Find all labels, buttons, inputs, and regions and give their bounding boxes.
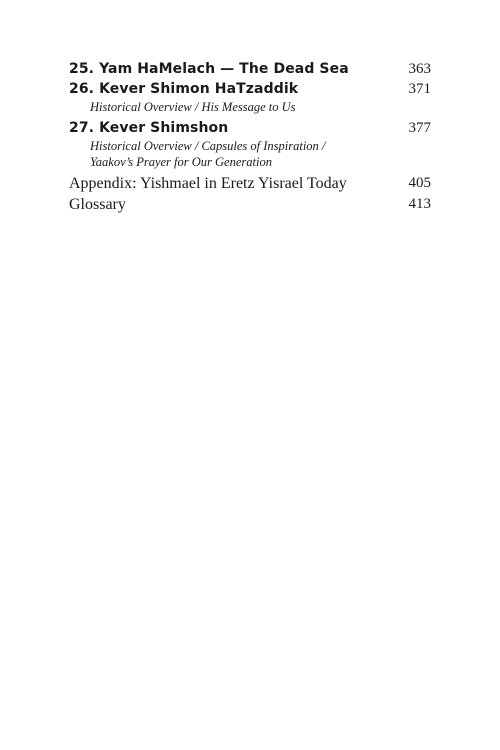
page-number: 413 <box>408 196 431 212</box>
chapter-subtitle: Yaakov’s Prayer for Our Generation <box>90 155 272 169</box>
chapter-subtitle: Historical Overview / His Message to Us <box>90 100 296 114</box>
toc-entry-chapter-27[interactable] <box>69 118 431 170</box>
table-of-contents <box>69 59 431 215</box>
page-number: 363 <box>408 61 431 77</box>
chapter-title: 27. Kever Shimshon <box>69 120 229 136</box>
toc-entry-chapter-26[interactable] <box>69 79 431 115</box>
toc-entry-appendix[interactable] <box>69 173 431 194</box>
page-number: 377 <box>408 120 431 136</box>
chapter-title: 26. Kever Shimon HaTzaddik <box>69 81 299 97</box>
appendix-title: Appendix: Yishmael in Eretz Yisrael Today <box>69 175 347 192</box>
page-number: 371 <box>408 81 431 97</box>
chapter-subtitle: Historical Overview / Capsules of Inspiration / <box>90 139 326 153</box>
toc-entry-chapter-25[interactable] <box>69 59 431 79</box>
glossary-title: Glossary <box>69 196 126 213</box>
page-number: 405 <box>408 175 431 191</box>
chapter-title: 25. Yam HaMelach — The Dead Sea <box>69 61 349 77</box>
toc-entry-glossary[interactable] <box>69 194 431 215</box>
